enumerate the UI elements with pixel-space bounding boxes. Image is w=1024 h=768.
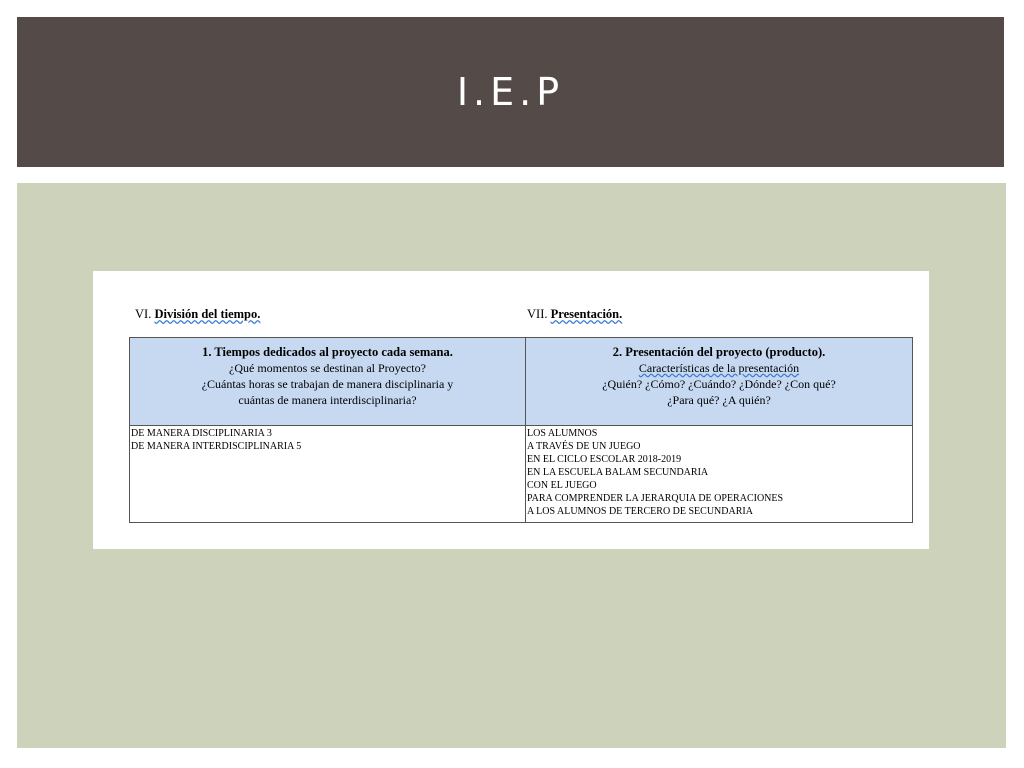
slide-title: I.E.P (456, 70, 565, 114)
section-vi-heading (135, 307, 260, 322)
presentation-question-1: ¿Quién? ¿Cómo? ¿Cuándo? ¿Dónde? ¿Con qué? (602, 377, 836, 391)
list-item: PARA COMPRENDER LA JERARQUIA DE OPERACIONES (527, 493, 784, 504)
list-item: A LOS ALUMNOS DE TERCERO DE SECUNDARIA (527, 506, 753, 517)
list-item: EN EL CICLO ESCOLAR 2018-2019 (527, 454, 682, 465)
time-division-answer (130, 426, 526, 523)
list-item: A TRAVÉS DE UN JUEGO (527, 441, 641, 452)
time-division-header (130, 338, 526, 426)
time-division-heading: 1. Tiempos dedicados al proyecto cada semana. (202, 345, 453, 359)
presentation-header (526, 338, 913, 426)
section-vi-number: VI. (135, 307, 152, 321)
section-vi-title: División del tiempo. (154, 307, 261, 321)
time-division-question-2: ¿Cuántas horas se trabajan de manera disciplinaria y (201, 377, 454, 391)
table-body-row (130, 426, 913, 523)
embedded-document-image (93, 271, 929, 549)
time-division-question-1: ¿Qué momentos se destinan al Proyecto? (229, 361, 426, 375)
section-vii-heading (527, 307, 622, 322)
table-header-row (130, 338, 913, 426)
iep-table (129, 337, 913, 523)
time-division-question-3: cuántas de manera interdisciplinaria? (238, 393, 417, 407)
section-vii-title: Presentación. (550, 307, 623, 321)
presentation-heading: 2. Presentación del proyecto (producto). (612, 345, 826, 359)
list-item: LOS ALUMNOS (527, 428, 598, 439)
section-vii-number: VII. (527, 307, 548, 321)
list-item: DE MANERA DISCIPLINARIA 3 (131, 428, 272, 439)
presentation-question-2: ¿Para qué? ¿A quién? (667, 393, 771, 407)
presentation-subheading: Características de la presentación (638, 361, 800, 375)
slide-title-bar (17, 17, 1004, 167)
presentation-answer (526, 426, 913, 523)
list-item: EN LA ESCUELA BALAM SECUNDARIA (527, 467, 709, 478)
list-item: DE MANERA INTERDISCIPLINARIA 5 (131, 441, 302, 452)
list-item: CON EL JUEGO (527, 480, 597, 491)
